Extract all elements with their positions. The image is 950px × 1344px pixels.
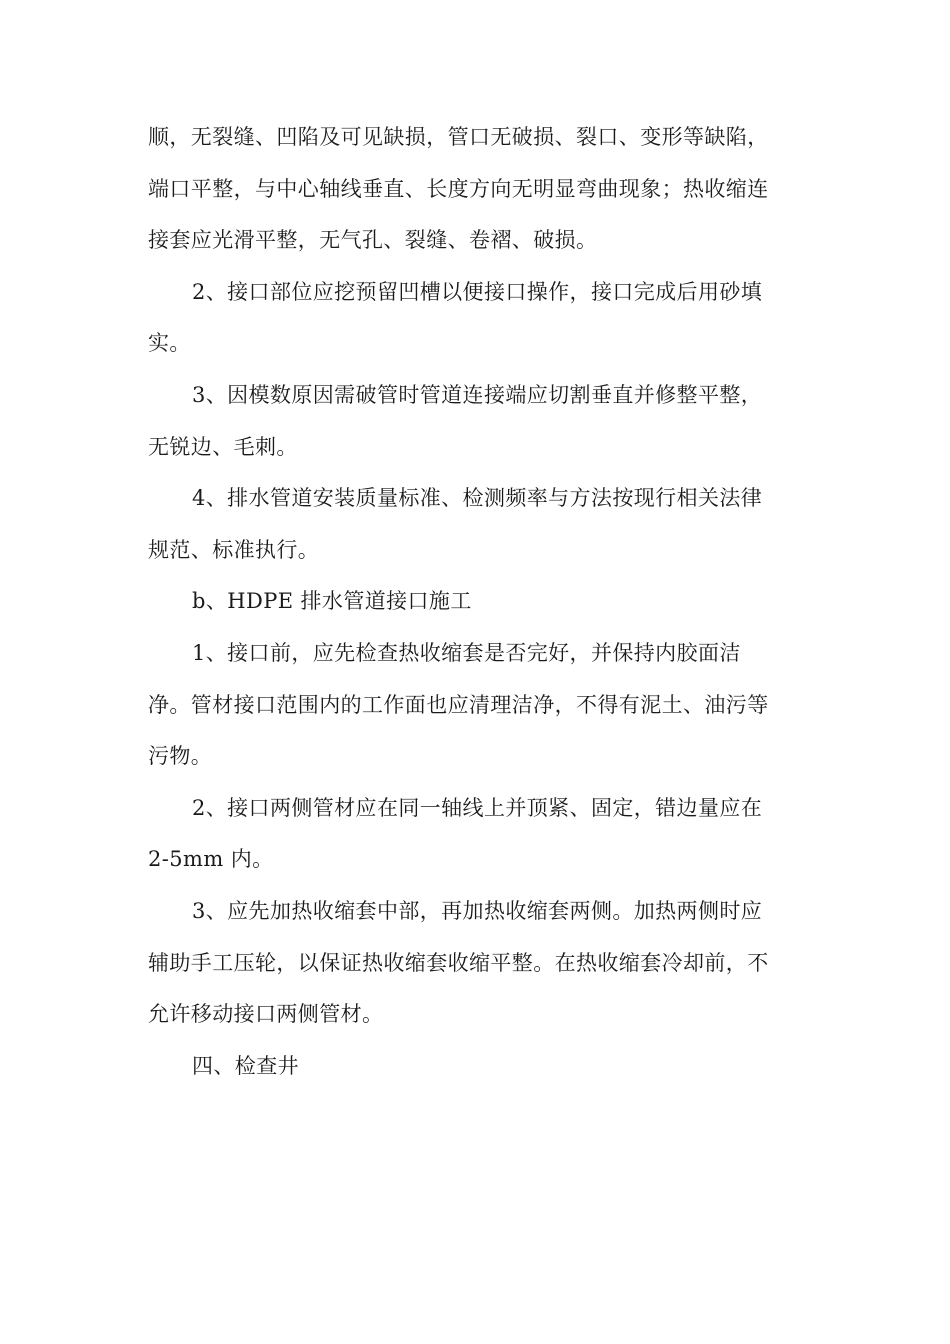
text-line: 无锐边、毛刺。 — [148, 434, 298, 459]
document-body — [148, 112, 800, 1092]
paragraph-line: 1、接口前，应先检查热收缩套是否完好，并保持内胶面洁 — [192, 640, 741, 665]
text-line: 规范、标准执行。 — [148, 537, 320, 562]
paragraph-line: 4、排水管道安装质量标准、检测频率与方法按现行相关法律 — [192, 486, 763, 511]
text-line: 实。 — [148, 331, 191, 356]
paragraph-line: 2、接口部位应挖预留凹槽以便接口操作，接口完成后用砂填 — [192, 279, 763, 304]
paragraph-line: 3、应先加热收缩套中部，再加热收缩套两侧。加热两侧时应 — [192, 898, 763, 923]
text-line: 污物。 — [148, 744, 213, 769]
text-line: 允许移动接口两侧管材。 — [148, 1002, 384, 1027]
text-line: 净。管材接口范围内的工作面也应清理洁净，不得有泥土、油污等 — [148, 692, 769, 717]
text-line: 接套应光滑平整，无气孔、裂缝、卷褶、破损。 — [148, 228, 598, 253]
text-line: 顺，无裂缝、凹陷及可见缺损，管口无破损、裂口、变形等缺陷， — [148, 125, 769, 149]
section-heading: 四、检查井 — [192, 1053, 299, 1078]
paragraph-line: 3、因模数原因需破管时管道连接端应切割垂直并修整平整， — [192, 382, 763, 407]
text-line: 辅助手工压轮，以保证热收缩套收缩平整。在热收缩套冷却前，不 — [148, 950, 769, 975]
text-line: 2-5mm 内。 — [148, 847, 274, 872]
section-heading: b、HDPE 排水管道接口施工 — [192, 589, 472, 614]
paragraph-line: 2、接口两侧管材应在同一轴线上并顶紧、固定，错边量应在 — [192, 795, 763, 820]
text-line: 端口平整，与中心轴线垂直、长度方向无明显弯曲现象；热收缩连 — [148, 176, 769, 201]
